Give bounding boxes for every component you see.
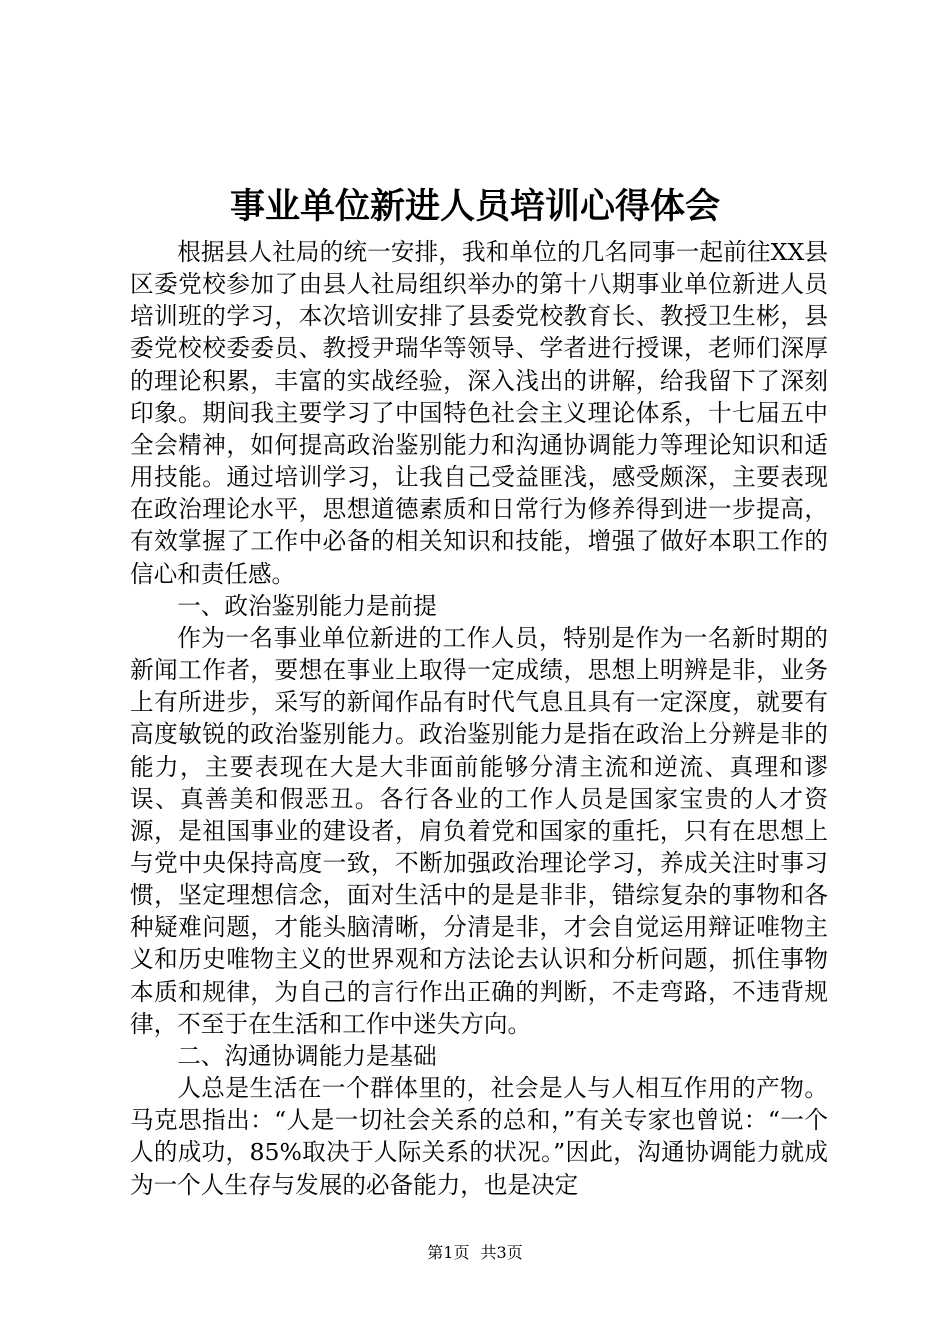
section-heading-1: 一、政治鉴别能力是前提 — [177, 591, 437, 620]
document-title: 事业单位新进人员培训心得体会 — [229, 186, 720, 227]
paragraph-section-2: 人总是生活在一个群体里的，社会是人与人相互作用的产物。马克思指出：“人是一切社会关系的总和，”有关专家也曾说：“一个人的成功，85%取决于人际关系的状况。”因此，沟通协调能力就成为一个人生存与发展的必备能力，也是决定 — [130, 1074, 828, 1199]
page-total: 共3页 — [480, 1243, 523, 1262]
paragraph-section-1: 作为一名事业单位新进的工作人员，特别是作为一名新时期的新闻工作者，要想在事业上取得一定成绩，思想上明辨是非，业务上有所进步，采写的新闻作品有时代气息且具有一定深度，就要有高度敏锐的政治鉴别能力。政治鉴别能力是指在政治上分辨是非的能力，主要表现在大是大非面前能够分清主流和逆流、真理和谬误、真善美和假恶丑。各行各业的工作人员是国家宝贵的人才资源，是祖国事业的建设者，肩负着党和国家的重托，只有在思想上与党中央保持高度一致，不断加强政治理论学习，养成关注时事习惯，坚定理想信念，面对生活中的是是非非，错综复杂的事物和各种疑难问题，才能头脑清晰，分清是非，才会自觉运用辩证唯物主义和历史唯物主义的世界观和方法论去认识和分析问题，抓住事物本质和规律，为自己的言行作出正确的判断，不走弯路，不违背规律，不至于在生活和工作中迷失方向。 — [130, 623, 828, 1038]
page-number: 第1页 — [427, 1243, 470, 1262]
section-heading-2: 二、沟通协调能力是基础 — [177, 1041, 437, 1070]
page-footer — [0, 1242, 950, 1264]
document-body — [130, 236, 828, 1201]
paragraph-intro: 根据县人社局的统一安排，我和单位的几名同事一起前往XX县区委党校参加了由县人社局组织举办的第十八期事业单位新进人员培训班的学习，本次培训安排了县委党校教育长、教授卫生彬，县委党校校委委员、教授尹瑞华等领导、学者进行授课，老师们深厚的理论积累，丰富的实战经验，深入浅出的讲解，给我留下了深刻印象。期间我主要学习了中国特色社会主义理论体系，十七届五中全会精神，如何提高政治鉴别能力和沟通协调能力等理论知识和适用技能。通过培训学习，让我自己受益匪浅，感受颇深，主要表现在政治理论水平，思想道德素质和日常行为修养得到进一步提高，有效掌握了工作中必备的相关知识和技能，增强了做好本职工作的信心和责任感。 — [130, 238, 828, 588]
